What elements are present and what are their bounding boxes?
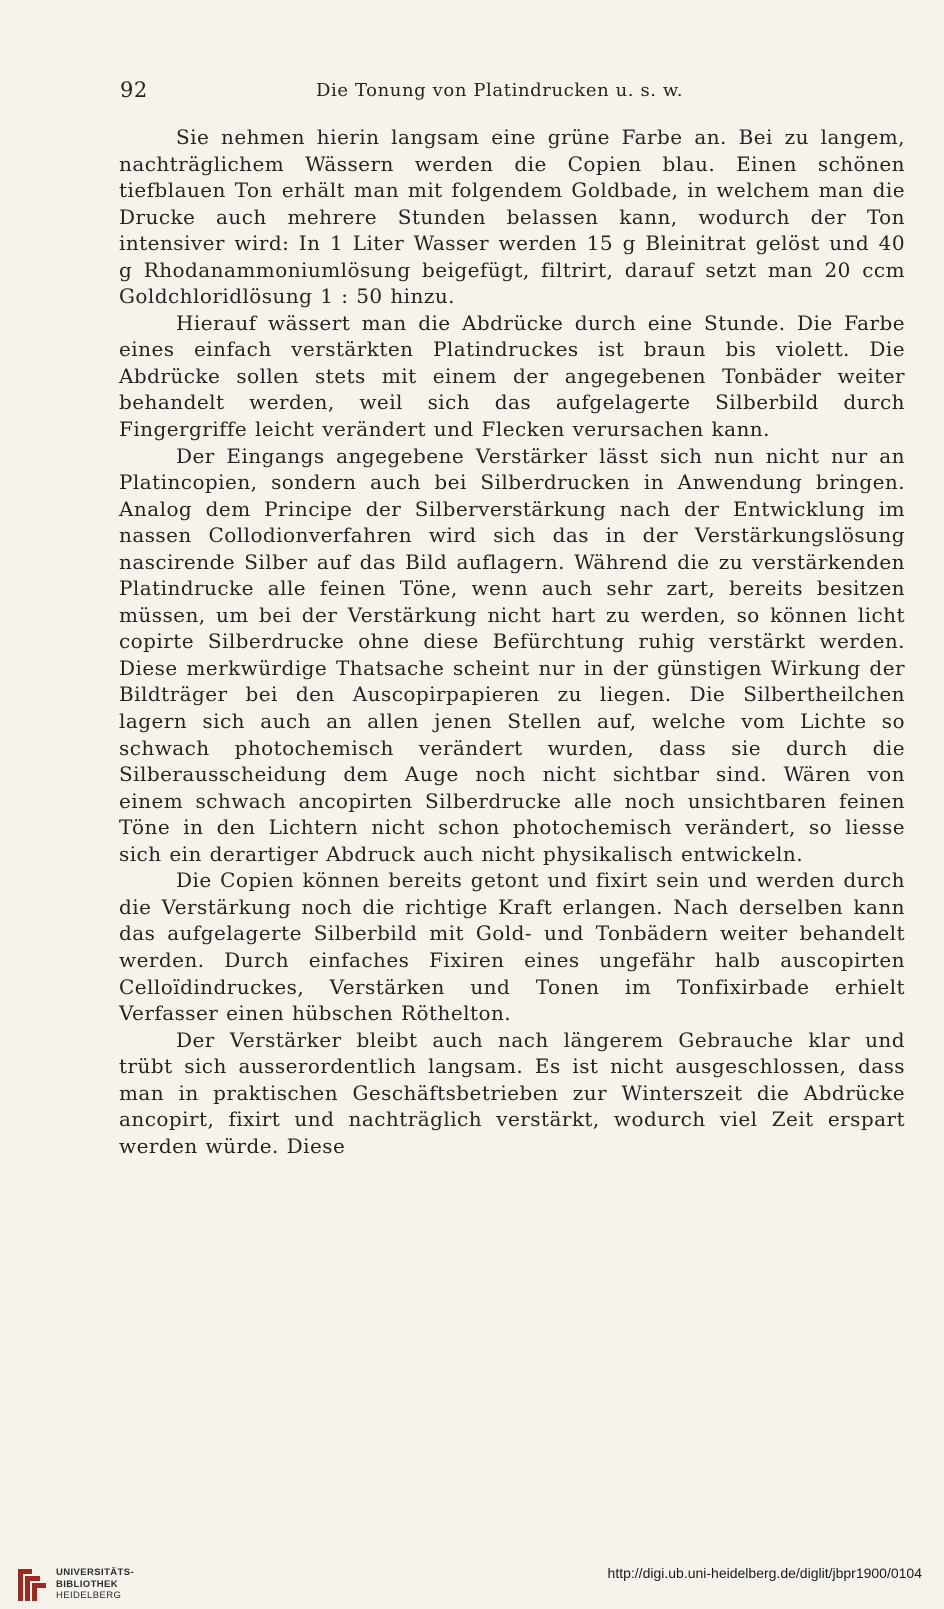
- paragraph: Die Copien können bereits getont und fixirt sein und werden durch die Verstärkung noch die richtige Kraft erlangen. Nach derselben kann das aufgelagerte Silberbild mit Gold- und Tonbädern weiter behandelt werden. Durch einfaches Fixiren eines ungefähr halb auscopirten Celloïdindruckes, Verstärken und Tonen im Tonfixirbade erhielt Verfasser einen hübschen Röthelton.: [119, 868, 905, 1026]
- body-text: [119, 124, 905, 1159]
- page-number: 92: [120, 78, 148, 102]
- paragraph: Der Eingangs angegebene Verstärker lässt sich nun nicht nur an Platincopien, sondern auch bei Silberdrucken in Anwendung bringen. Analog dem Principe der Silberverstärkung nach der Entwicklung im nassen Collodionverfahren wird sich das in der Verstärkungslösung nascirende Silber auf das Bild auflagern. Während die zu verstärkenden Platindrucke alle feinen Töne, wenn auch sehr zart, bereits besitzen müssen, um bei der Verstärkung nicht hart zu werden, so können licht copirte Silberdrucke ohne diese Befürchtung ruhig verstärkt werden. Diese merkwürdige Thatsache scheint nur in der günstigen Wirkung der Bildträger bei den Auscopirpapieren zu liegen. Die Silbertheilchen lagern sich auch an allen jenen Stellen auf, welche vom Lichte so schwach photochemisch verändert wurden, dass sie durch die Silberausscheidung dem Auge noch nicht sichtbar sind. Wären von einem schwach ancopirten Silberdrucke alle noch unsichtbaren feinen Töne in den Lichtern nicht schon photochemisch verändert, so liesse sich ein derartiger Abdruck auch nicht physikalisch entwickeln.: [119, 443, 905, 866]
- paragraph: Hierauf wässert man die Abdrücke durch eine Stunde. Die Farbe eines einfach verstärkten Platindruckes ist braun bis violett. Die Abdrücke sollen stets mit einem der angegebenen Tonbäder weiter behandelt werden, weil sich das aufgelagerte Silberbild durch Fingergriffe leicht verändert und Flecken verursachen kann.: [119, 310, 905, 442]
- page-header: [120, 78, 910, 114]
- library-name: [56, 1567, 134, 1602]
- paragraph: Sie nehmen hierin langsam eine grüne Farbe an. Bei zu langem, nachträglichem Wässern werden die Copien blau. Einen schönen tiefblauen Ton erhält man mit folgendem Goldbade, in welchem man die Drucke auch mehrere Stunden belassen kann, wodurch der Ton intensiver wird: In 1 Liter Wasser werden 15 g Bleinitrat gelöst und 40 g Rhodanammoniumlösung beigefügt, filtrirt, darauf setzt man 20 ccm Goldchloridlösung 1 : 50 hinzu.: [119, 125, 905, 309]
- library-name-line: BIBLIOTHEK: [56, 1578, 119, 1590]
- library-name-line: HEIDELBERG: [56, 1590, 122, 1601]
- running-title: Die Tonung von Platindrucken u. s. w.: [316, 80, 684, 101]
- permalink-url[interactable]: http://digi.ub.uni-heidelberg.de/diglit/jbpr1900/0104: [607, 1565, 922, 1581]
- paragraph: Der Verstärker bleibt auch nach längerem Gebrauche klar und trübt sich ausserordentlich langsam. Es ist nicht ausgeschlossen, dass man in praktischen Geschäftsbetrieben zur Winterszeit die Abdrücke ancopirt, fixirt und nachträglich verstärkt, wodurch viel Zeit erspart werden würde. Diese: [119, 1027, 905, 1158]
- library-name-line: UNIVERSITÄTS-: [56, 1567, 135, 1578]
- library-logo-icon: [10, 1565, 50, 1605]
- digitization-footer: [0, 1560, 944, 1609]
